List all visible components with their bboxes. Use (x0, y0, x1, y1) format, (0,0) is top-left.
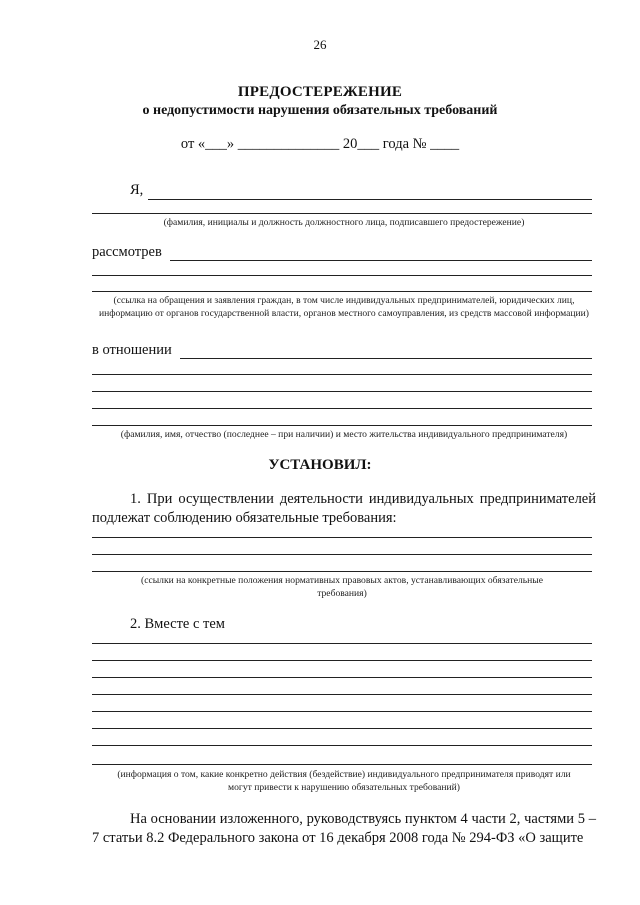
item1-text: 1. При осуществлении деятельности индивидуальных предпринимателей подлежат соблюдению обязательные требования: (92, 491, 596, 526)
regarding-label: в отношении (92, 342, 172, 358)
item2-caption: (информация о том, какие конкретно действия (бездействие) индивидуального предпринимателя приводят или могут привести к нарушению обязательных требований) (117, 769, 571, 793)
date-number-line: от «___» ______________ 20___ года № ____ (180, 136, 460, 152)
item1-caption: (ссылки на конкретные положения нормативных правовых актов, устанавливающих обязательные требования) (141, 575, 543, 599)
considered-caption: (ссылка на обращения и заявления граждан, в том числе индивидуальных предпринимателей, юридических лиц, информацию от органов государственной власти, органов местного самоуправления, из средств массовой информации) (98, 295, 589, 319)
regarding-fill-line[interactable] (92, 391, 592, 392)
document-subtitle: о недопустимости нарушения обязательных требований (142, 103, 498, 118)
considered-fill-line[interactable] (92, 291, 592, 292)
official-label: Я, (130, 182, 144, 198)
item2-text: 2. Вместе с тем (130, 616, 225, 632)
item2-fill-line[interactable] (92, 694, 592, 695)
document-title: ПРЕДОСТЕРЕЖЕНИЕ (237, 84, 403, 100)
item2-fill-line[interactable] (92, 643, 592, 644)
item1-fill-line[interactable] (92, 537, 592, 538)
item1-fill-line[interactable] (92, 554, 592, 555)
item2-fill-line[interactable] (92, 728, 592, 729)
considered-fill-line[interactable] (170, 260, 592, 261)
regarding-caption: (фамилия, имя, отчество (последнее – при наличии) и место жительства индивидуального предпринимателя) (120, 429, 568, 440)
page-number: 26 (313, 37, 327, 52)
considered-fill-line[interactable] (92, 275, 592, 276)
regarding-fill-line[interactable] (92, 374, 592, 375)
regarding-fill-line[interactable] (92, 408, 592, 409)
regarding-fill-line[interactable] (180, 358, 592, 359)
item2-fill-line[interactable] (92, 660, 592, 661)
considered-label: рассмотрев (92, 244, 162, 260)
established-heading: УСТАНОВИЛ: (268, 457, 372, 473)
item2-fill-line[interactable] (92, 745, 592, 746)
regarding-fill-line[interactable] (92, 425, 592, 426)
item2-fill-line[interactable] (92, 711, 592, 712)
closing-paragraph: На основании изложенного, руководствуясь пунктом 4 части 2, частями 5 – 7 статьи 8.2 Федерального закона от 16 декабря 2008 года № 294-ФЗ «О защите (92, 811, 596, 846)
item2-fill-line[interactable] (92, 677, 592, 678)
item2-fill-line[interactable] (92, 764, 592, 765)
item1-fill-line[interactable] (92, 571, 592, 572)
official-caption: (фамилия, инициалы и должность должностного лица, подписавшего предостережение) (163, 217, 525, 228)
official-fill-line[interactable] (148, 199, 592, 200)
official-fill-line[interactable] (92, 213, 592, 214)
